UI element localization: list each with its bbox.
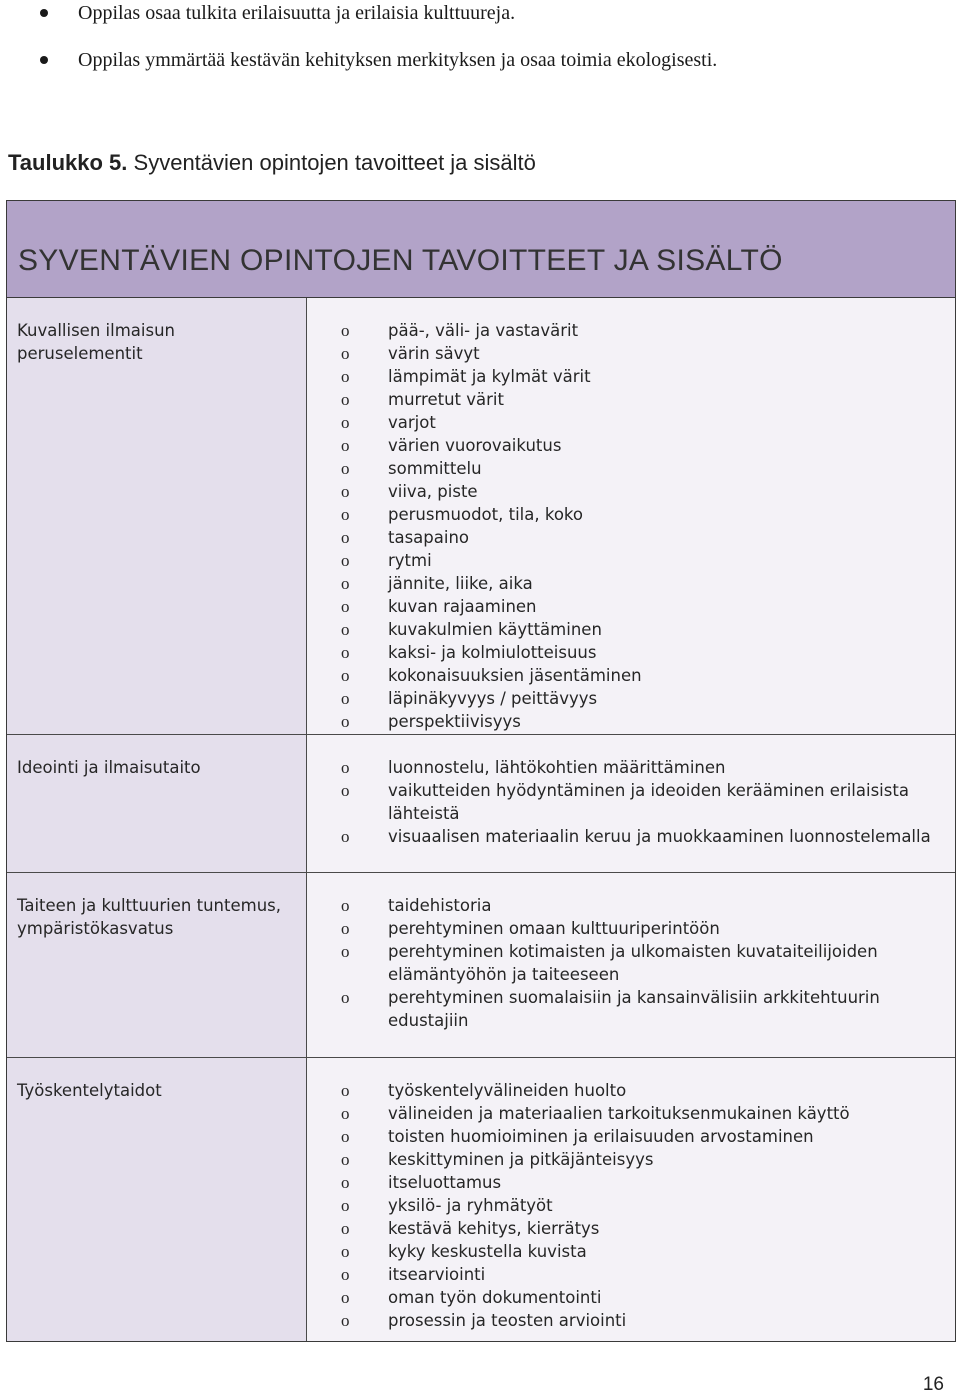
list-item [341, 388, 945, 411]
table-header-title: SYVENTÄVIEN OPINTOJEN TAVOITTEET JA SISÄLTÖ [18, 244, 783, 277]
list-item [341, 940, 945, 986]
intro-bullet-item: Oppilas ymmärtää kestävän kehityksen merkityksen ja osaa toimia ekologisesti. [78, 49, 718, 71]
list-item [341, 549, 945, 572]
list-item-text: itsearviointi [388, 1265, 486, 1284]
circle-bullet-icon: o [341, 942, 350, 961]
list-item [341, 365, 945, 388]
list-item-text: perehtyminen omaan kulttuuriperintöön [388, 919, 720, 938]
list-item-text: kestävä kehitys, kierrätys [388, 1219, 600, 1238]
list-item [341, 664, 945, 687]
circle-bullet-icon: o [341, 344, 350, 363]
table-row [7, 735, 955, 873]
circle-bullet-icon: o [341, 1196, 350, 1215]
table-caption-text: Syventävien opintojen tavoitteet ja sisältö [133, 150, 536, 175]
list-item-text: perspektiivisyys [388, 712, 521, 731]
list-item [341, 894, 945, 917]
list-item [341, 595, 945, 618]
circle-bullet-icon: o [341, 390, 350, 409]
circle-bullet-icon: o [341, 1219, 350, 1238]
list-item [341, 825, 945, 848]
list-item-text: viiva, piste [388, 482, 478, 501]
circle-bullet-icon: o [341, 1104, 350, 1123]
table-row [7, 1058, 955, 1341]
circle-bullet-icon: o [341, 919, 350, 938]
list-item [341, 1171, 945, 1194]
list-item-text: sommittelu [388, 459, 482, 478]
circle-bullet-icon: o [341, 827, 350, 846]
list-item [341, 1286, 945, 1309]
list-item-text: toisten huomioiminen ja erilaisuuden arvostaminen [388, 1127, 814, 1146]
list-item-text: värin sävyt [388, 344, 480, 363]
circle-bullet-icon: o [341, 643, 350, 662]
table-header [7, 201, 955, 298]
circle-bullet-icon: o [341, 1150, 350, 1169]
list-item-text: prosessin ja teosten arviointi [388, 1311, 627, 1330]
list-item [341, 986, 945, 1032]
circle-bullet-icon: o [341, 597, 350, 616]
circle-bullet-icon: o [341, 459, 350, 478]
list-item-text: visuaalisen materiaalin keruu ja muokkaaminen luonnostelemalla [388, 827, 931, 846]
content-list [341, 894, 945, 1032]
list-item [341, 779, 945, 825]
list-item [341, 710, 945, 733]
list-item-text: työskentelyvälineiden huolto [388, 1081, 627, 1100]
list-item [341, 1079, 945, 1102]
row-content [307, 1058, 955, 1341]
circle-bullet-icon: o [341, 551, 350, 570]
list-item-text: värien vuorovaikutus [388, 436, 562, 455]
list-item [341, 526, 945, 549]
list-item [341, 1217, 945, 1240]
circle-bullet-icon: o [341, 321, 350, 340]
list-item-text: perehtyminen suomalaisiin ja kansainvälisiin arkkitehtuurin edustajiin [388, 988, 880, 1030]
list-item-text: perusmuodot, tila, koko [388, 505, 583, 524]
circle-bullet-icon: o [341, 367, 350, 386]
table-caption [8, 150, 536, 176]
list-item-text: perehtyminen kotimaisten ja ulkomaisten kuvataiteilijoiden elämäntyöhön ja taiteeseen [388, 942, 878, 984]
page-number: 16 [922, 1374, 944, 1395]
list-item-text: pää-, väli- ja vastavärit [388, 321, 579, 340]
list-item [341, 411, 945, 434]
list-item-text: kuvan rajaaminen [388, 597, 537, 616]
table-row [7, 873, 955, 1058]
list-item-text: jännite, liike, aika [388, 574, 533, 593]
list-item-text: varjot [388, 413, 436, 432]
list-item [341, 1125, 945, 1148]
list-item-text: lämpimät ja kylmät värit [388, 367, 591, 386]
row-title: Taiteen ja kulttuurien tuntemus, ympäristökasvatus [7, 873, 307, 1057]
list-item-text: keskittyminen ja pitkäjänteisyys [388, 1150, 654, 1169]
list-item-text: taidehistoria [388, 896, 492, 915]
row-content [307, 298, 955, 734]
list-item-text: kaksi- ja kolmiulotteisuus [388, 643, 597, 662]
row-title: Kuvallisen ilmaisun peruselementit [7, 298, 307, 734]
circle-bullet-icon: o [341, 1081, 350, 1100]
circle-bullet-icon: o [341, 482, 350, 501]
list-item-text: kuvakulmien käyttäminen [388, 620, 602, 639]
circle-bullet-icon: o [341, 689, 350, 708]
table-body [7, 298, 955, 1341]
list-item [341, 1263, 945, 1286]
circle-bullet-icon: o [341, 574, 350, 593]
list-item [341, 480, 945, 503]
list-item [341, 618, 945, 641]
content-table [6, 200, 956, 1342]
list-item [341, 1240, 945, 1263]
list-item [341, 917, 945, 940]
list-item [341, 756, 945, 779]
list-item [341, 641, 945, 664]
circle-bullet-icon: o [341, 1127, 350, 1146]
list-item [341, 319, 945, 342]
circle-bullet-icon: o [341, 1173, 350, 1192]
bullet-icon [40, 56, 48, 64]
list-item-text: läpinäkyvyys / peittävyys [388, 689, 598, 708]
bullet-icon [40, 9, 48, 17]
circle-bullet-icon: o [341, 1242, 350, 1261]
circle-bullet-icon: o [341, 712, 350, 731]
list-item-text: oman työn dokumentointi [388, 1288, 602, 1307]
row-title: Ideointi ja ilmaisutaito [7, 735, 307, 872]
circle-bullet-icon: o [341, 781, 350, 800]
circle-bullet-icon: o [341, 436, 350, 455]
content-list [341, 756, 945, 848]
circle-bullet-icon: o [341, 988, 350, 1007]
list-item [341, 572, 945, 595]
list-item [341, 434, 945, 457]
row-content [307, 873, 955, 1057]
intro-bullet-item: Oppilas osaa tulkita erilaisuutta ja erilaisia kulttuureja. [78, 2, 516, 24]
list-item [341, 1148, 945, 1171]
circle-bullet-icon: o [341, 413, 350, 432]
content-list [341, 319, 945, 733]
list-item-text: murretut värit [388, 390, 504, 409]
list-item [341, 687, 945, 710]
list-item [341, 1102, 945, 1125]
circle-bullet-icon: o [341, 620, 350, 639]
list-item [341, 1194, 945, 1217]
circle-bullet-icon: o [341, 666, 350, 685]
row-title: Työskentelytaidot [7, 1058, 307, 1341]
row-content [307, 735, 955, 872]
circle-bullet-icon: o [341, 1311, 350, 1330]
circle-bullet-icon: o [341, 1265, 350, 1284]
list-item-text: kyky keskustella kuvista [388, 1242, 587, 1261]
list-item [341, 457, 945, 480]
circle-bullet-icon: o [341, 1288, 350, 1307]
list-item [341, 342, 945, 365]
content-list [341, 1079, 945, 1332]
list-item-text: välineiden ja materiaalien tarkoituksenmukainen käyttö [388, 1104, 850, 1123]
list-item-text: rytmi [388, 551, 432, 570]
circle-bullet-icon: o [341, 896, 350, 915]
table-row [7, 298, 955, 735]
circle-bullet-icon: o [341, 528, 350, 547]
circle-bullet-icon: o [341, 758, 350, 777]
list-item-text: vaikutteiden hyödyntäminen ja ideoiden kerääminen erilaisista lähteistä [388, 781, 909, 823]
list-item-text: yksilö- ja ryhmätyöt [388, 1196, 553, 1215]
list-item-text: tasapaino [388, 528, 470, 547]
table-caption-label: Taulukko 5. [8, 150, 128, 175]
list-item [341, 1309, 945, 1332]
list-item-text: luonnostelu, lähtökohtien määrittäminen [388, 758, 726, 777]
list-item [341, 503, 945, 526]
list-item-text: kokonaisuuksien jäsentäminen [388, 666, 642, 685]
list-item-text: itseluottamus [388, 1173, 502, 1192]
circle-bullet-icon: o [341, 505, 350, 524]
